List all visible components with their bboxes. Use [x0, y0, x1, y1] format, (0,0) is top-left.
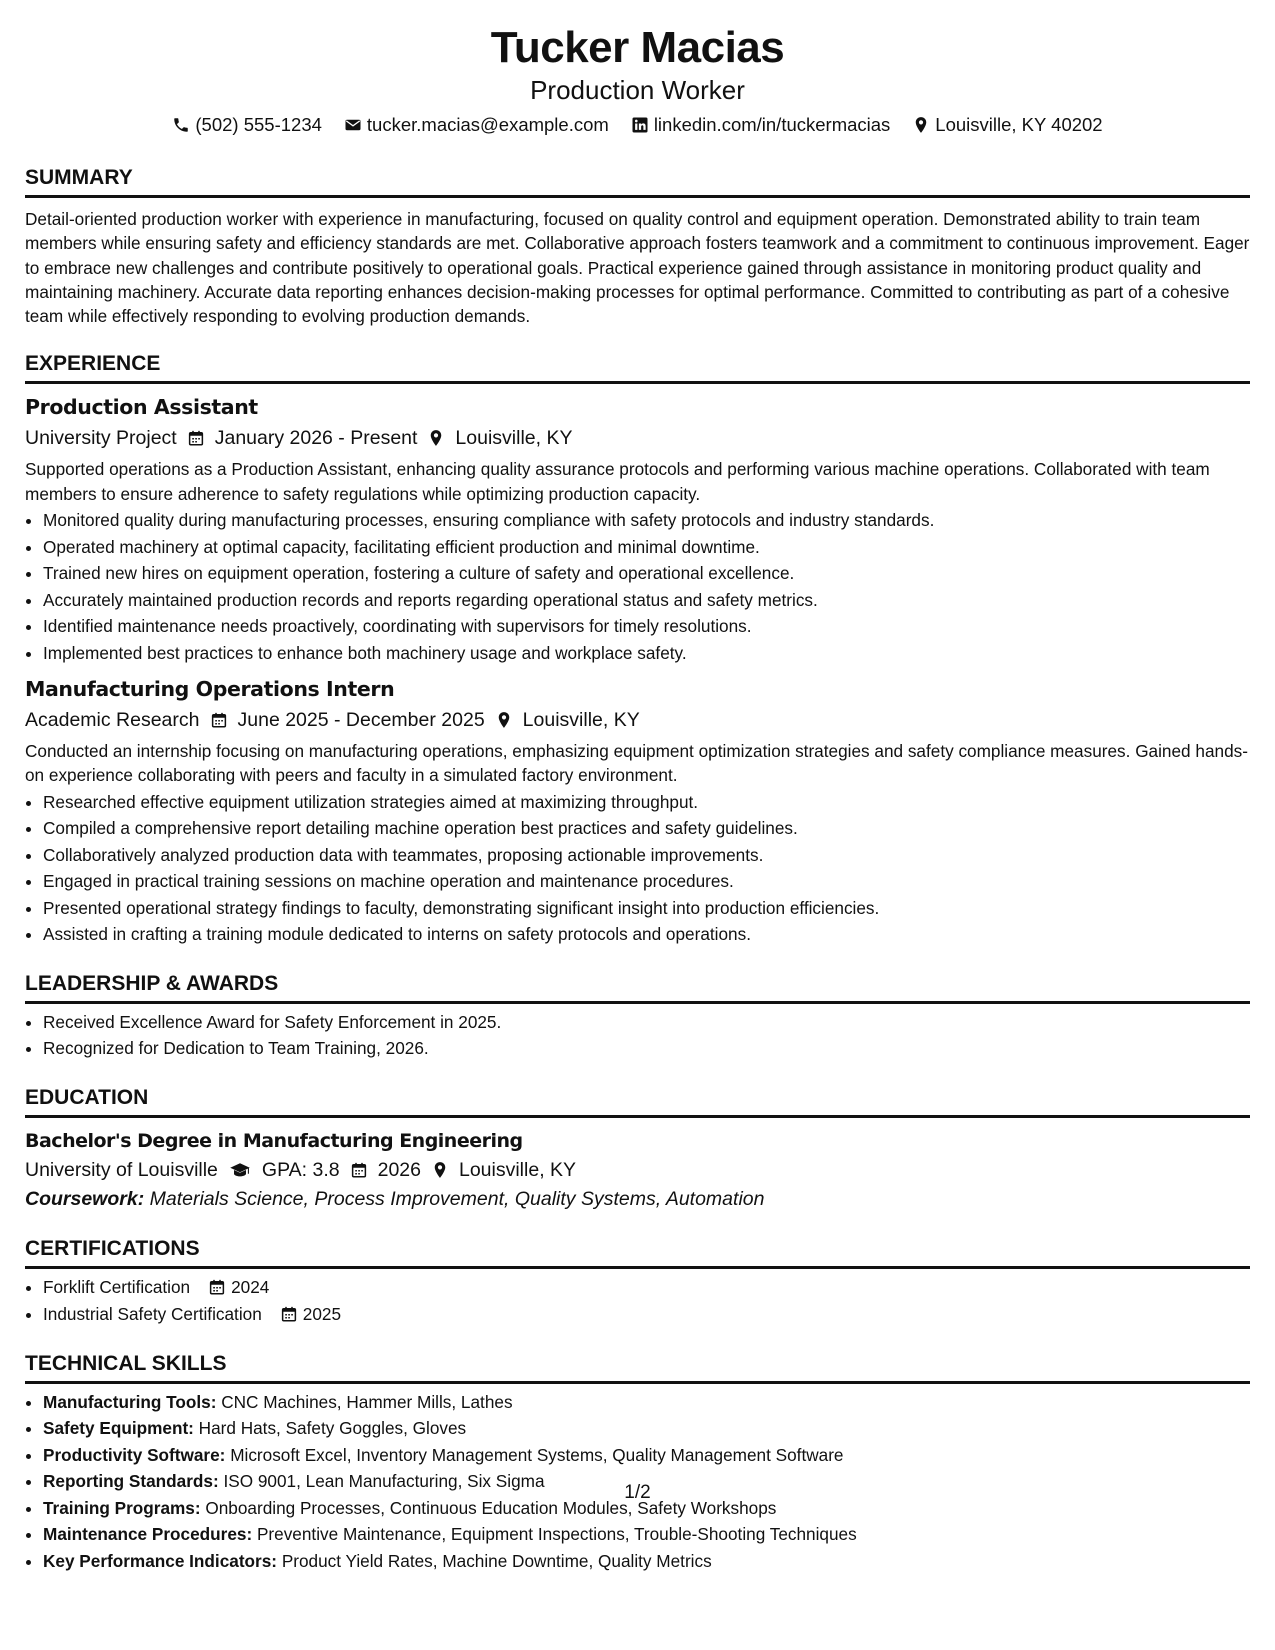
- certifications-list: [25, 1274, 1250, 1328]
- list-item: [43, 1415, 1250, 1442]
- summary-text: Detail-oriented production worker with experience in manufacturing, focused on quality control and equipment operation. Demonstrated ability to train team members while ensuring safety and efficiency standards are met. Collaborative approach fosters teamwork and a commitment to continuous improvement. Eager to embrace new challenges and contribute positively to operational goals. Practical experience gained through assistance in monitoring product quality and maintaining machinery. Accurate data reporting enhances decision-making processes for optimal performance. Committed to contributing as part of a cohesive team while effectively responding to evolving production demands.: [25, 209, 1250, 327]
- job-bullets: [25, 789, 1250, 948]
- contact-email[interactable]: tucker.macias@example.com: [344, 114, 609, 136]
- job-meta: [25, 425, 1250, 451]
- candidate-title: Production Worker: [530, 75, 745, 105]
- contact-phone: (502) 555-1234: [172, 114, 322, 136]
- resume-header: [25, 22, 1250, 136]
- list-item: [43, 1274, 1250, 1301]
- section-leadership-heading: LEADERSHIP & AWARDS: [25, 972, 1250, 1004]
- job-entry: [25, 676, 1250, 948]
- list-item: [43, 1548, 1250, 1575]
- skill-value: Product Yield Rates, Machine Downtime, Quality Metrics: [281, 1550, 712, 1571]
- job-location: Louisville, KY: [522, 709, 640, 732]
- skill-value: Microsoft Excel, Inventory Management Systems, Quality Management Software: [230, 1444, 844, 1465]
- leadership-list: [25, 1009, 1250, 1062]
- education-coursework: [25, 1185, 1250, 1213]
- job-org: Academic Research: [25, 709, 200, 732]
- coursework-label: Coursework:: [25, 1187, 145, 1210]
- job-entry: [25, 394, 1250, 666]
- skill-value: CNC Machines, Hammer Mills, Lathes: [221, 1391, 513, 1412]
- skill-label: Manufacturing Tools:: [43, 1391, 217, 1412]
- skill-label: Productivity Software:: [43, 1444, 226, 1465]
- calendar-icon: [208, 1278, 226, 1296]
- skill-value: Onboarding Processes, Continuous Education Modules, Safety Workshops: [205, 1497, 777, 1518]
- page-number: 1/2: [624, 1482, 651, 1503]
- contact-line: [25, 114, 1250, 136]
- job-meta: [25, 707, 1250, 733]
- contact-linkedin[interactable]: linkedin.com/in/tuckermacias: [631, 114, 890, 136]
- envelope-icon: [344, 116, 362, 134]
- list-item: • Researched effective equipment utilization strategies aimed at maximizing throughput.: [43, 789, 1250, 816]
- map-pin-icon: [912, 116, 930, 134]
- map-pin-icon: [431, 1161, 449, 1179]
- education-gpa: GPA: 3.8: [261, 1158, 340, 1181]
- skill-value: Preventive Maintenance, Equipment Inspections, Trouble-Shooting Techniques: [256, 1524, 857, 1545]
- list-item: • Trained new hires on equipment operation, fostering a culture of safety and operational excellence.: [43, 560, 1250, 587]
- list-item: • Recognized for Dedication to Team Training, 2026.: [43, 1035, 1250, 1062]
- section-education-heading: EDUCATION: [25, 1086, 1250, 1118]
- skill-value: Hard Hats, Safety Goggles, Gloves: [198, 1418, 467, 1439]
- cert-year: 2025: [302, 1303, 342, 1324]
- cert-name: • Industrial Safety Certification: [43, 1303, 262, 1324]
- calendar-icon: [210, 711, 228, 729]
- list-item: [43, 1301, 1250, 1328]
- job-dates: June 2025 - December 2025: [237, 709, 485, 732]
- skill-label: Maintenance Procedures:: [43, 1524, 253, 1545]
- resume-page: [25, 0, 1250, 1574]
- job-role: Manufacturing Operations Intern: [25, 677, 395, 702]
- skill-label: Key Performance Indicators:: [43, 1550, 278, 1571]
- list-item: • Received Excellence Award for Safety Enforcement in 2025.: [43, 1009, 1250, 1036]
- education-year: 2026: [377, 1158, 421, 1181]
- skill-value: ISO 9001, Lean Manufacturing, Six Sigma: [223, 1471, 545, 1492]
- list-item: [43, 1521, 1250, 1548]
- job-description: Supported operations as a Production Assistant, enhancing quality assurance protocols and performing various machine operations. Collaborated with team members to ensure adherence to safety regulations while optimizing production capacity.: [25, 459, 1210, 504]
- list-item: • Compiled a comprehensive report detailing machine operation best practices and safety guidelines.: [43, 815, 1250, 842]
- linkedin-icon: [631, 116, 649, 134]
- coursework-list: Materials Science, Process Improvement, Quality Systems, Automation: [149, 1187, 765, 1210]
- job-dates: January 2026 - Present: [214, 427, 418, 450]
- list-item: • Identified maintenance needs proactively, coordinating with supervisors for timely resolutions.: [43, 613, 1250, 640]
- phone-icon: [172, 116, 190, 134]
- map-pin-icon: [427, 429, 445, 447]
- calendar-icon: [280, 1305, 298, 1323]
- contact-location: Louisville, KY 40202: [912, 114, 1102, 136]
- section-skills-heading: TECHNICAL SKILLS: [25, 1352, 1250, 1384]
- section-experience-heading: EXPERIENCE: [25, 352, 1250, 384]
- education-location: Louisville, KY: [458, 1158, 577, 1181]
- list-item: • Monitored quality during manufacturing processes, ensuring compliance with safety protocols and industry standards.: [43, 507, 1250, 534]
- list-item: • Assisted in crafting a training module dedicated to interns on safety protocols and operations.: [43, 921, 1250, 948]
- calendar-icon: [350, 1161, 368, 1179]
- list-item: • Presented operational strategy findings to faculty, demonstrating significant insight into production efficiencies.: [43, 895, 1250, 922]
- graduation-cap-icon: [228, 1161, 252, 1179]
- list-item: [43, 1389, 1250, 1416]
- cert-year: 2024: [231, 1276, 270, 1297]
- job-org: University Project: [25, 427, 177, 450]
- job-location: Louisville, KY: [455, 427, 573, 450]
- list-item: • Operated machinery at optimal capacity, facilitating efficient production and minimal downtime.: [43, 534, 1250, 561]
- education-meta: [25, 1157, 1250, 1183]
- list-item: • Engaged in practical training sessions on machine operation and maintenance procedures.: [43, 868, 1250, 895]
- education-degree: Bachelor's Degree in Manufacturing Engineering: [25, 1129, 523, 1152]
- list-item: • Implemented best practices to enhance both machinery usage and workplace safety.: [43, 640, 1250, 667]
- skill-label: Reporting Standards:: [43, 1471, 219, 1492]
- list-item: [43, 1442, 1250, 1469]
- calendar-icon: [187, 429, 205, 447]
- candidate-name: Tucker Macias: [490, 23, 785, 72]
- list-item: • Accurately maintained production records and reports regarding operational status and safety metrics.: [43, 587, 1250, 614]
- list-item: • Collaboratively analyzed production data with teammates, proposing actionable improvements.: [43, 842, 1250, 869]
- skill-label: Training Programs:: [43, 1497, 201, 1518]
- cert-name: • Forklift Certification: [43, 1276, 191, 1297]
- job-description: Conducted an internship focusing on manufacturing operations, emphasizing equipment optimization strategies and safety compliance measures. Gained hands-on experience collaborating with peers and faculty in a simulated factory environment.: [25, 741, 1248, 786]
- section-summary-heading: SUMMARY: [25, 166, 1250, 198]
- section-certifications-heading: CERTIFICATIONS: [25, 1237, 1250, 1269]
- skill-label: Safety Equipment:: [43, 1418, 194, 1439]
- map-pin-icon: [495, 711, 513, 729]
- education-school: University of Louisville: [25, 1158, 218, 1181]
- job-role: Production Assistant: [25, 395, 258, 420]
- job-bullets: [25, 507, 1250, 666]
